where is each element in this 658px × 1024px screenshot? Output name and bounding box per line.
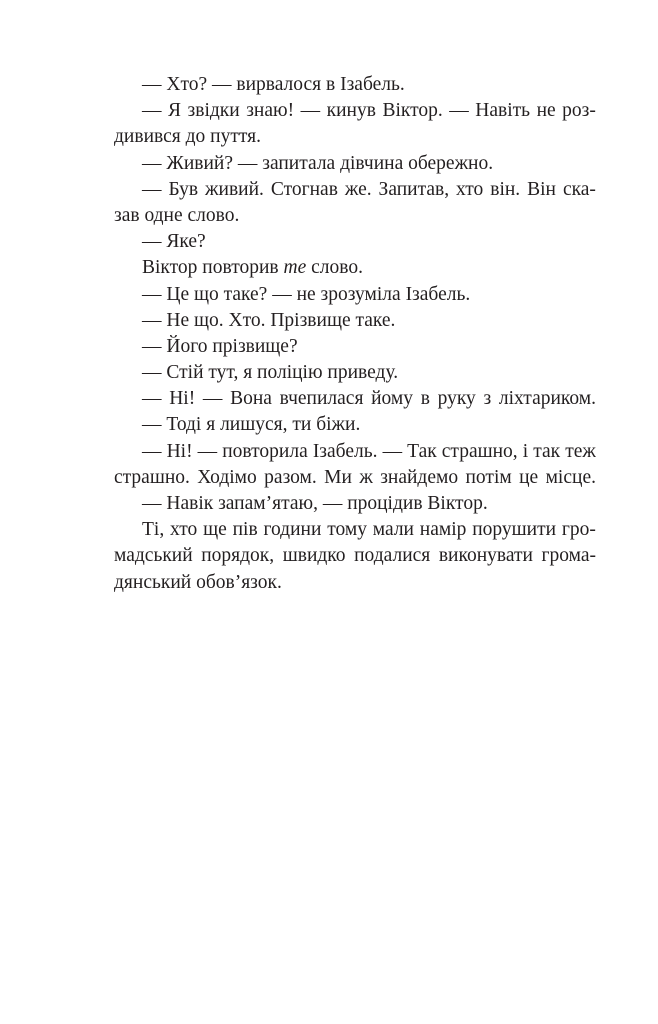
page-text: [114, 72, 596, 596]
word: Навіть: [475, 100, 531, 122]
text-line: — Навік запам’ятаю, — процідив Віктор.: [142, 493, 488, 514]
word: грома-: [541, 545, 596, 567]
text-line: [114, 543, 596, 569]
word: ска-: [562, 178, 596, 200]
word: —: [142, 178, 162, 200]
text-line: [114, 177, 596, 203]
word: вчепилася: [279, 388, 364, 410]
word: Стогнав: [270, 178, 338, 200]
word: же.: [344, 178, 372, 200]
word: знаю!: [246, 100, 295, 122]
word: потім: [465, 466, 512, 488]
text-line: — Стій тут, я поліцію приведу.: [142, 362, 399, 384]
text-line: [114, 255, 596, 281]
word: подалися: [354, 545, 431, 567]
word: ще: [203, 519, 227, 541]
word: йому: [371, 388, 414, 410]
text-line: дивився до пуття.: [114, 126, 261, 148]
word: години: [263, 519, 322, 541]
word: Ні!: [166, 440, 193, 462]
text-line: [114, 465, 596, 491]
word: повторила: [222, 440, 308, 462]
text-segment: слово.: [306, 257, 363, 279]
word: страшно.: [114, 466, 190, 488]
word: Вона: [230, 388, 272, 410]
word: —: [142, 388, 162, 410]
word: порушити: [472, 519, 557, 541]
word: Він: [527, 178, 556, 200]
word: Був: [168, 178, 199, 200]
word: так: [533, 440, 561, 462]
word: Віктор.: [382, 100, 443, 122]
word: пів: [232, 519, 258, 541]
word: з: [483, 388, 492, 410]
text-line: зав одне слово.: [114, 204, 240, 226]
word: хто: [456, 178, 484, 200]
word: кинув: [326, 100, 376, 122]
word: мадський: [114, 545, 193, 567]
word: ліхтариком.: [498, 388, 596, 410]
text-line: — Його прізвище?: [142, 335, 298, 357]
word: ж: [359, 466, 373, 488]
word: намір: [419, 519, 467, 541]
word: знайдемо: [380, 466, 459, 488]
text-line: — Хто? — вирвалося в Ізабель.: [142, 74, 405, 95]
word: і: [522, 440, 529, 462]
word: звідки: [187, 100, 240, 122]
word: теж: [565, 440, 596, 462]
word: хто: [170, 519, 198, 541]
word: страшно,: [441, 440, 518, 462]
text-line: — Тоді я лишуся, ти біжи.: [142, 414, 361, 436]
word: —: [197, 440, 218, 462]
text-line: [114, 517, 596, 543]
word: це: [519, 466, 539, 488]
text-line: — Яке?: [142, 231, 206, 253]
text-segment: Віктор повторив: [142, 257, 284, 279]
word: в: [420, 388, 430, 410]
text-line: [114, 98, 596, 124]
word: роз-: [562, 100, 596, 122]
word: не: [536, 100, 556, 122]
word: —: [382, 440, 403, 462]
text-line: дянський обов’язок.: [114, 571, 282, 593]
word: —: [142, 100, 162, 122]
text-line: — Не що. Хто. Прізвище таке.: [142, 309, 396, 331]
word: —: [202, 388, 223, 410]
text-line: [114, 386, 596, 412]
text-line: — Це що таке? — не зрозуміла Ізабель.: [142, 283, 471, 305]
word: порядок,: [201, 545, 275, 567]
word: —: [449, 100, 469, 122]
word: гро-: [561, 519, 596, 541]
word: Так: [407, 440, 437, 462]
word: руку: [437, 388, 476, 410]
word: Ізабель.: [312, 440, 378, 462]
word: Ходімо: [197, 466, 257, 488]
word: —: [300, 100, 321, 122]
word: разом.: [264, 466, 317, 488]
word: він.: [490, 178, 521, 200]
italic-word: те: [283, 257, 307, 279]
word: Я: [168, 100, 182, 122]
word: Ті,: [142, 519, 165, 541]
word: —: [142, 440, 162, 462]
word: Ми: [324, 466, 352, 488]
text-line: — Живий? — запитала дівчина обережно.: [142, 152, 494, 174]
word: мали: [372, 519, 414, 541]
word: Запитав,: [378, 178, 450, 200]
word: місце.: [545, 466, 596, 488]
word: Ні!: [169, 388, 196, 410]
word: тому: [327, 519, 367, 541]
text-line: [114, 439, 596, 465]
word: виконувати: [438, 545, 533, 567]
word: живий.: [205, 178, 264, 200]
word: швидко: [282, 545, 346, 567]
